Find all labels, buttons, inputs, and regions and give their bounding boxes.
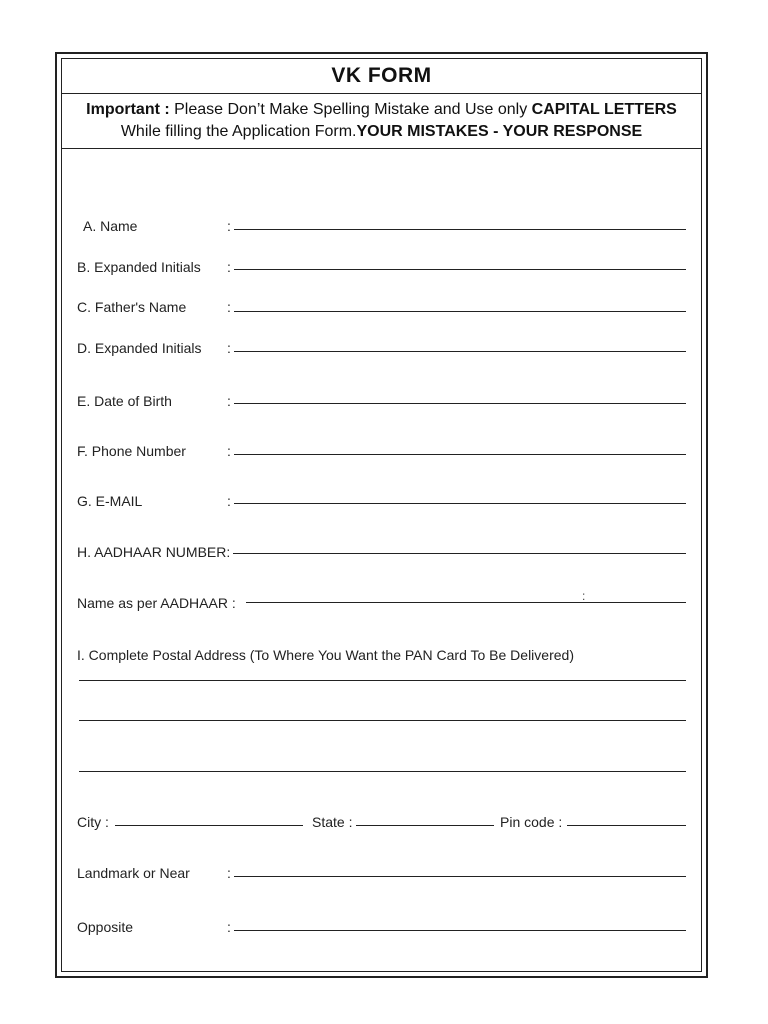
aadhaar-name-label: Name as per AADHAAR : [77,595,236,611]
address-label: I. Complete Postal Address (To Where You Want the PAN Card To Be Delivered) [77,647,574,663]
pincode-label: Pin code : [500,814,563,830]
email-label: G. E-MAIL [77,493,143,509]
notice-line-2 [62,123,701,141]
expanded-initials-2-colon: : [227,340,231,356]
fathers-name-label: C. Father's Name [77,299,187,315]
stray-colon-mark: : [582,589,586,603]
notice-text-2: While filling the Application Form. [120,123,357,140]
form-inner-border [61,58,702,972]
pincode-field[interactable] [567,825,686,826]
dob-field[interactable] [234,403,686,404]
landmark-label: Landmark or Near [77,865,190,881]
address-line-2[interactable] [79,720,686,721]
expanded-initials-2-field[interactable] [234,351,686,352]
phone-colon: : [227,443,231,459]
notice-line-1 [62,101,701,119]
landmark-colon: : [227,865,231,881]
aadhaar-name-field[interactable] [246,602,686,603]
fathers-name-field[interactable] [234,311,686,312]
address-line-3[interactable] [79,771,686,772]
opposite-colon: : [227,919,231,935]
address-line-1[interactable] [79,680,686,681]
city-label: City : [77,814,109,830]
name-colon: : [227,218,231,234]
expanded-initials-1-field[interactable] [234,269,686,270]
phone-label: F. Phone Number [77,443,186,459]
expanded-initials-1-label: B. Expanded Initials [77,259,201,275]
form-title: VK FORM [331,64,432,87]
notice-your-mistakes: YOUR MISTAKES - YOUR RESPONSE [356,123,643,140]
title-divider [62,93,701,94]
name-field[interactable] [234,229,686,230]
state-label: State : [312,814,353,830]
city-field[interactable] [115,825,303,826]
aadhaar-label: H. AADHAAR NUMBER: [77,544,231,560]
opposite-label: Opposite [77,919,134,935]
notice-capital-letters: CAPITAL LETTERS [531,101,677,118]
landmark-field[interactable] [234,876,686,877]
email-colon: : [227,493,231,509]
expanded-initials-1-colon: : [227,259,231,275]
state-field[interactable] [356,825,494,826]
notice-important-label: Important : [86,101,170,118]
email-field[interactable] [234,503,686,504]
fathers-name-colon: : [227,299,231,315]
notice-divider [62,148,701,149]
dob-label: E. Date of Birth [77,393,172,409]
dob-colon: : [227,393,231,409]
phone-field[interactable] [234,454,686,455]
opposite-field[interactable] [234,930,686,931]
aadhaar-field[interactable] [233,553,686,554]
expanded-initials-2-label: D. Expanded Initials [77,340,202,356]
notice-text-1: Please Don’t Make Spelling Mistake and Use only [169,101,532,118]
name-label: A. Name [83,218,138,234]
